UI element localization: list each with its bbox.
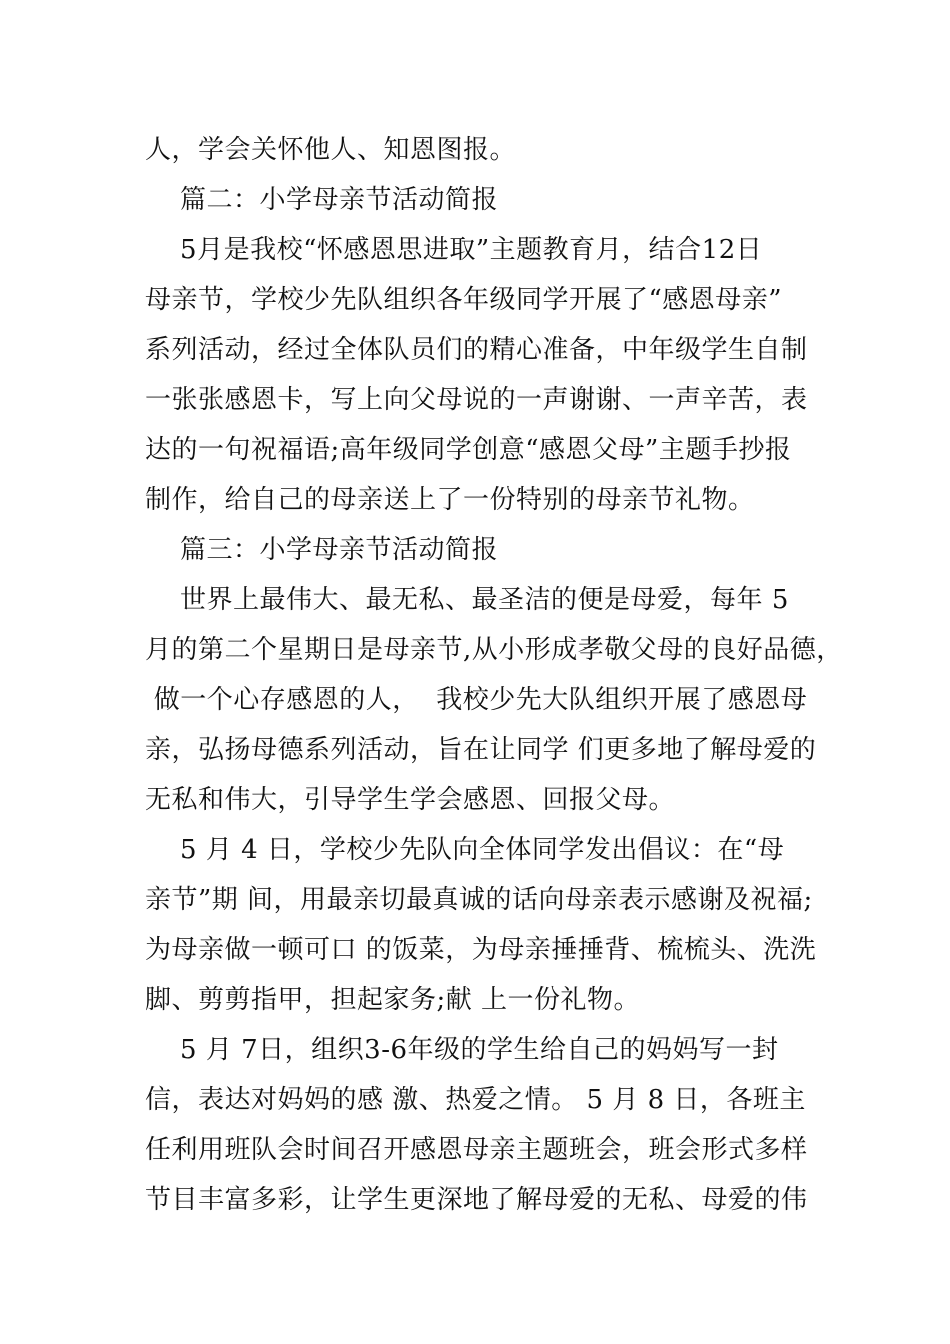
- text-line: 系列活动，经过全体队员们的精心准备，中年级学生自制: [145, 335, 808, 365]
- text-line: 人，学会关怀他人、知恩图报。: [145, 135, 517, 165]
- text-line: 为母亲做一顿可口 的饭菜，为母亲捶捶背、梳梳头、洗洗: [145, 935, 817, 965]
- text-line: 节目丰富多彩，让学生更深地了解母爱的无私、母爱的伟: [145, 1185, 808, 1215]
- text-line: 脚、剪剪指甲，担起家务;献 上一份礼物。: [145, 985, 641, 1015]
- text-line: 5月是我校“怀感恩思进取”主题教育月，结合12日: [145, 235, 763, 265]
- text-line: 5 月 7日，组织3-6年级的学生给自己的妈妈写一封: [145, 1035, 779, 1065]
- text-line: 母亲节，学校少先队组织各年级同学开展了“感恩母亲”: [145, 285, 783, 315]
- section-heading-2: 篇二：小学母亲节活动简报: [145, 185, 499, 215]
- text-line: 世界上最伟大、最无私、最圣洁的便是母爱，每年 5: [145, 585, 789, 615]
- text-line: 月的第二个星期日是母亲节,从小形成孝敬父母的良好品德，: [145, 635, 843, 665]
- text-line: 做一个心存感恩的人， 我校少先大队组织开展了感恩母: [145, 685, 808, 715]
- text-line: 5 月 4 日，学校少先队向全体同学发出倡议：在“母: [145, 835, 785, 865]
- text-line: 制作，给自己的母亲送上了一份特别的母亲节礼物。: [145, 485, 755, 515]
- text-line: 信，表达对妈妈的感 激、热爱之情。 5 月 8 日，各班主: [145, 1085, 806, 1115]
- text-line: 亲节”期 间，用最亲切最真诚的话向母亲表示感谢及祝福;: [145, 885, 813, 915]
- text-line: 无私和伟大，引导学生学会感恩、回报父母。: [145, 785, 676, 815]
- text-line: 亲，弘扬母德系列活动，旨在让同学 们更多地了解母爱的: [145, 735, 817, 765]
- section-heading-3: 篇三：小学母亲节活动简报: [145, 535, 499, 565]
- text-line: 任利用班队会时间召开感恩母亲主题班会，班会形式多样: [145, 1135, 808, 1165]
- text-line: 达的一句祝福语;高年级同学创意“感恩父母”主题手抄报: [145, 435, 792, 465]
- text-line: 一张张感恩卡，写上向父母说的一声谢谢、一声辛苦，表: [145, 385, 808, 415]
